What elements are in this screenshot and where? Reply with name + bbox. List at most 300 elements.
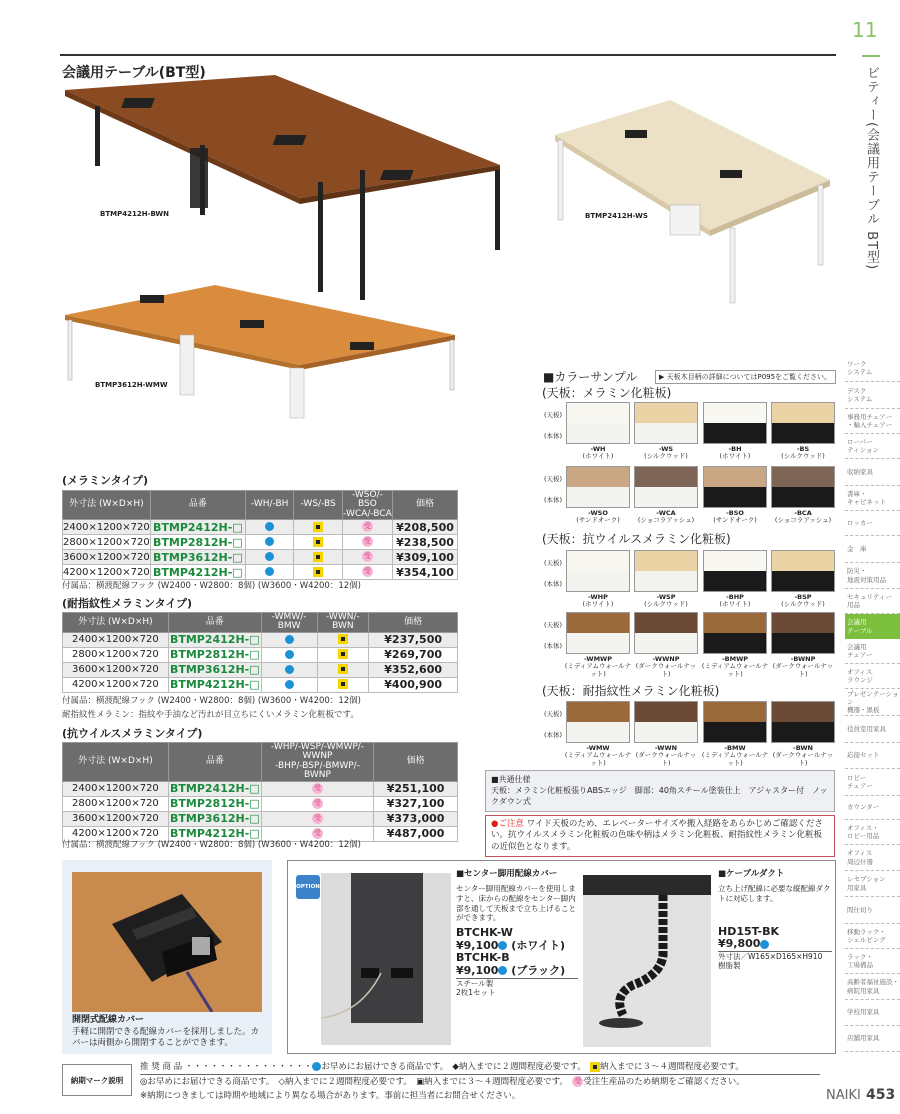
yellow-mark-icon bbox=[590, 1062, 600, 1072]
swatch-code: -WH bbox=[590, 445, 606, 453]
color-swatch[interactable] bbox=[634, 402, 698, 444]
sidebar-item[interactable]: ワーク システム bbox=[845, 355, 900, 382]
color-swatch[interactable] bbox=[634, 550, 698, 592]
column-header: 品番 bbox=[150, 491, 245, 520]
swatch-top bbox=[635, 551, 697, 571]
color-sample-title: ■カラーサンプル bbox=[543, 370, 638, 384]
sidebar-item[interactable]: 高齢者福祉施設・ 病院用家具 bbox=[845, 974, 900, 1000]
color-note-box: ▶ 天板木目柄の詳細についてはP095をご覧ください。 bbox=[655, 370, 836, 384]
swatch-body bbox=[704, 571, 766, 591]
blue-mark-icon bbox=[265, 552, 274, 561]
table-row bbox=[63, 811, 458, 826]
swatch-top bbox=[567, 467, 629, 487]
color-swatch[interactable] bbox=[703, 466, 767, 508]
swatch-name: (シルクウッド) bbox=[781, 600, 825, 609]
table-cell bbox=[261, 647, 317, 662]
table-cell: 2400×1200×720 bbox=[63, 521, 150, 533]
chapter-number: 11 bbox=[852, 18, 878, 42]
color-swatch[interactable] bbox=[566, 612, 630, 654]
pink-mark-icon: 受 bbox=[314, 798, 321, 807]
table-cell: BTMP2812H-□ bbox=[169, 797, 260, 811]
table-row bbox=[63, 632, 458, 647]
swatch-code: -WWN bbox=[654, 744, 678, 752]
pink-mark-icon: 受 bbox=[363, 522, 371, 531]
blue-mark-icon bbox=[498, 966, 507, 975]
option-box bbox=[287, 860, 836, 1054]
table-note: 付属品：横渡配線フック (W2400・W2800：8個) (W3600・W4200：12個) bbox=[62, 840, 361, 850]
swatch-body bbox=[635, 423, 697, 443]
color-swatch[interactable] bbox=[703, 701, 767, 743]
spec-text: 天板：メラミン化粧板張りABSエッジ 脚部：40角スチール塗装仕上 アジャスター付 ノックダウン式 bbox=[491, 786, 828, 807]
swatch-code: -BSO bbox=[726, 509, 744, 517]
legend-item: お早めにお届けできる商品です。 bbox=[321, 1062, 444, 1072]
yellow-mark-icon bbox=[313, 522, 323, 532]
table-header-row bbox=[63, 743, 458, 782]
legend-label: 納期マーク説明 bbox=[62, 1064, 132, 1096]
table-title-melamine: (メラミンタイプ) bbox=[62, 474, 149, 487]
column-header: 外寸法 (W×D×H) bbox=[63, 491, 151, 520]
swatch-top bbox=[567, 613, 629, 633]
table-row bbox=[63, 647, 458, 662]
swatch-name: (シルクウッド) bbox=[781, 452, 825, 461]
table-cell: 2800×1200×720 bbox=[63, 796, 169, 811]
photo-label-lower: BTMP3612H-WMW bbox=[95, 381, 168, 389]
swatch-code: -WHP bbox=[588, 593, 608, 601]
swatch-body bbox=[567, 487, 629, 507]
swatch-body bbox=[704, 633, 766, 653]
color-swatch[interactable] bbox=[771, 612, 835, 654]
swatch-label bbox=[564, 594, 632, 609]
sidebar-item[interactable]: オフィス・ ロビー用品 bbox=[845, 820, 900, 845]
legend-item: ◇納入までに２週間程度必要です。 bbox=[278, 1077, 408, 1087]
pink-mark-icon: 受 bbox=[314, 813, 321, 822]
table-cell bbox=[317, 647, 369, 662]
swatch-label bbox=[701, 510, 769, 525]
table-cell: BTMP2412H-□ bbox=[169, 633, 260, 647]
table-cell: BTMP4212H-□ bbox=[169, 827, 260, 841]
swatch-top bbox=[704, 551, 766, 571]
swatch-label bbox=[701, 745, 769, 767]
table-row bbox=[63, 677, 458, 692]
sidebar-item[interactable]: セキュリティー 用品 bbox=[845, 589, 900, 614]
table-cell bbox=[294, 535, 342, 550]
header-rule bbox=[60, 54, 836, 56]
color-swatch[interactable] bbox=[703, 612, 767, 654]
table-note: 耐指紋性メラミン：指紋や手油など汚れが目立ちにくいメラミン化粧板です。 bbox=[62, 710, 359, 720]
color-swatch[interactable] bbox=[634, 701, 698, 743]
color-note: 天板木目柄の詳細についてはP095をご覧ください。 bbox=[666, 373, 832, 381]
swatch-name: (ダークウォールナット) bbox=[772, 662, 834, 678]
table-row bbox=[63, 826, 458, 841]
feature-box bbox=[62, 860, 272, 1054]
cover-code-white: BTCHK-W bbox=[456, 926, 513, 939]
table-cell bbox=[294, 550, 342, 565]
duct-desc: 立ち上げ配線に必要な縦配線ダクトに対応します。 bbox=[718, 884, 831, 903]
chapter-rule bbox=[862, 55, 880, 57]
top-label: (天板) bbox=[544, 621, 563, 629]
column-header: 価格 bbox=[369, 613, 458, 633]
swatch-name: (ホワイト) bbox=[582, 452, 614, 461]
yellow-mark-icon bbox=[338, 679, 348, 689]
swatch-body bbox=[772, 633, 834, 653]
table-cell: BTMP2812H-□ bbox=[150, 535, 245, 550]
blue-mark-icon bbox=[265, 537, 274, 546]
sidebar-item[interactable]: オフィス ラウンジ bbox=[845, 664, 900, 689]
yellow-mark-icon bbox=[338, 634, 348, 644]
legend-item: ▣納入までに３～４週間程度必要です。 bbox=[416, 1077, 564, 1087]
body-label: (本体) bbox=[544, 642, 563, 650]
swatch-top bbox=[772, 702, 834, 722]
table-cell: 2400×1200×720 bbox=[63, 632, 169, 647]
option-badge: OPTION bbox=[296, 875, 320, 899]
column-header: -WHP/-WSP/-WMWP/-WWNP -BHP/-BSP/-BMWP/-BWNP bbox=[261, 743, 373, 782]
swatch-top bbox=[772, 403, 834, 423]
top-label: (天板) bbox=[544, 475, 563, 483]
table-row bbox=[63, 781, 458, 796]
swatch-body bbox=[635, 487, 697, 507]
column-header: 価格 bbox=[374, 743, 458, 782]
swatch-code: -WWNP bbox=[652, 655, 680, 663]
swatch-label bbox=[701, 594, 769, 609]
swatch-top bbox=[567, 403, 629, 423]
sidebar-item[interactable]: 金 庫 bbox=[845, 536, 900, 563]
table-cell: 2800×1200×720 bbox=[63, 647, 169, 662]
color-swatch[interactable] bbox=[566, 402, 630, 444]
body-label: (本体) bbox=[544, 731, 563, 739]
top-label: (天板) bbox=[544, 411, 563, 419]
table-cell: 3600×1200×720 bbox=[63, 551, 150, 563]
table-cell: 3600×1200×720 bbox=[63, 811, 169, 826]
color-swatch[interactable] bbox=[703, 550, 767, 592]
table-cell: ¥487,000 bbox=[374, 826, 458, 841]
table-cell: BTMP3612H-□ bbox=[150, 550, 245, 565]
color-swatch[interactable] bbox=[771, 701, 835, 743]
duct-column bbox=[718, 869, 832, 971]
table-cell: ¥237,500 bbox=[369, 632, 458, 647]
table-row bbox=[63, 535, 458, 550]
swatch-name: (ダークウォールナット) bbox=[772, 751, 834, 767]
swatch-body bbox=[704, 423, 766, 443]
swatch-label bbox=[769, 510, 837, 525]
swatch-code: -BHP bbox=[726, 593, 744, 601]
price-table-antiviral bbox=[62, 742, 458, 842]
column-header: 外寸法 (W×D×H) bbox=[63, 743, 169, 782]
blue-mark-icon bbox=[285, 650, 294, 659]
swatch-name: (サンドオーク) bbox=[713, 516, 757, 525]
table-cell: ¥238,500 bbox=[393, 535, 458, 550]
column-header: -WMW/-BMW bbox=[261, 613, 317, 633]
table-cell: ¥327,100 bbox=[374, 796, 458, 811]
table-cell: 3600×1200×720 bbox=[63, 662, 169, 677]
sidebar-item[interactable]: オフィス 周辺什器 bbox=[845, 845, 900, 871]
sidebar-item[interactable]: 学校用家具 bbox=[845, 1000, 900, 1026]
sidebar-item[interactable]: ローパー ティション bbox=[845, 434, 900, 459]
swatch-label bbox=[564, 510, 632, 525]
swatch-name: (シルクウッド) bbox=[644, 452, 688, 461]
color-swatch[interactable] bbox=[771, 466, 835, 508]
sidebar-item[interactable]: デスク システム bbox=[845, 382, 900, 409]
swatch-label bbox=[769, 446, 837, 461]
wire-cover-photo bbox=[72, 872, 262, 1012]
page-title: 会議用テーブル(BT型) bbox=[62, 65, 206, 81]
brand: NAIKI bbox=[826, 1088, 861, 1103]
swatch-body bbox=[704, 487, 766, 507]
table-row bbox=[63, 550, 458, 565]
table-cell bbox=[261, 677, 317, 692]
sidebar-item[interactable]: 移動ラック・ シェルビング bbox=[845, 924, 900, 949]
cover-title: ■センター脚用配線カバー bbox=[456, 869, 558, 879]
spec-title: ■共通仕様 bbox=[491, 775, 531, 784]
swatch-code: -BWNP bbox=[790, 655, 816, 663]
swatch-label bbox=[769, 594, 837, 609]
sidebar-item[interactable]: レセプション 用家具 bbox=[845, 871, 900, 897]
body-label: (本体) bbox=[544, 432, 563, 440]
top-label: (天板) bbox=[544, 710, 563, 718]
cable-duct-photo bbox=[583, 875, 711, 1047]
yellow-mark-icon bbox=[338, 649, 348, 659]
color-group-subtitle: (天板：耐指紋性メラミン化粧板) bbox=[542, 684, 720, 698]
swatch-name: (ダークウォールナット) bbox=[635, 751, 697, 767]
swatch-label bbox=[701, 446, 769, 461]
table-cell: BTMP4212H-□ bbox=[150, 565, 245, 580]
swatch-name: (ホワイト) bbox=[719, 452, 751, 461]
legend-item: ◎お早めにお届けできる商品です。 bbox=[140, 1077, 270, 1087]
table-cell bbox=[245, 535, 294, 550]
table-cell: ¥208,500 bbox=[393, 520, 458, 535]
blue-mark-icon bbox=[265, 522, 274, 531]
color-swatch[interactable] bbox=[771, 402, 835, 444]
color-swatch[interactable] bbox=[566, 701, 630, 743]
top-label: (天板) bbox=[544, 559, 563, 567]
swatch-code: -WMW bbox=[586, 744, 610, 752]
swatch-body bbox=[567, 423, 629, 443]
swatch-name: (サンドオーク) bbox=[576, 516, 620, 525]
caution-text: ワイド天板のため、エレベーターサイズや搬入経路をあらかじめご確認ください。抗ウイルスメラミン化粧板の色味や柄はメラミン化粧板、耐指紋性メラミン化粧板の近似色となります。 bbox=[491, 818, 823, 852]
swatch-code: -BSP bbox=[794, 593, 812, 601]
color-swatch[interactable] bbox=[566, 550, 630, 592]
table-cell bbox=[261, 632, 317, 647]
legend-footnote: ※納期につきましては時期や地域により異なる場合があります。事前に担当者にお問合せください。 bbox=[140, 1091, 521, 1101]
swatch-code: -BWN bbox=[793, 744, 813, 752]
table-cell bbox=[317, 677, 369, 692]
sidebar-item[interactable]: 防災・ 地震対策用品 bbox=[845, 563, 900, 589]
column-header: 品番 bbox=[168, 613, 261, 633]
legend-item: 納入までに３～４週間程度必要です。 bbox=[600, 1062, 744, 1072]
color-swatch[interactable] bbox=[634, 466, 698, 508]
swatch-name: (ミディアムウォールナット) bbox=[701, 662, 769, 678]
feature-title: 開閉式配線カバー bbox=[72, 1015, 145, 1025]
swatch-code: -BCA bbox=[794, 509, 812, 517]
sidebar-item[interactable]: 間仕切り bbox=[845, 897, 900, 924]
swatch-top bbox=[772, 467, 834, 487]
swatch-top bbox=[704, 702, 766, 722]
color-swatch[interactable] bbox=[703, 402, 767, 444]
swatch-label bbox=[769, 656, 837, 678]
table-cell bbox=[261, 796, 373, 811]
table-cell: BTMP3612H-□ bbox=[169, 663, 260, 677]
color-swatch[interactable] bbox=[566, 466, 630, 508]
swatch-body bbox=[567, 722, 629, 742]
table-photo-main bbox=[60, 70, 510, 430]
common-spec-box bbox=[485, 770, 835, 812]
swatch-body bbox=[635, 722, 697, 742]
sidebar-item[interactable]: ロビー チェアー bbox=[845, 769, 900, 796]
swatch-top bbox=[772, 613, 834, 633]
cover-color-black: (ブラック) bbox=[511, 963, 566, 977]
table-cell: ¥400,900 bbox=[369, 677, 458, 692]
price-table-melamine bbox=[62, 490, 458, 580]
body-label: (本体) bbox=[544, 580, 563, 588]
swatch-label bbox=[564, 656, 632, 678]
column-header: 価格 bbox=[393, 491, 458, 520]
sidebar-item[interactable]: 店舗用家具 bbox=[845, 1026, 900, 1052]
swatch-top bbox=[704, 467, 766, 487]
swatch-label bbox=[632, 594, 700, 609]
sidebar-item[interactable]: ロッカー bbox=[845, 511, 900, 536]
blue-mark-icon bbox=[285, 665, 294, 674]
cover-spec-2: 2枚1セット bbox=[456, 987, 496, 997]
column-header: -WH/-BH bbox=[245, 491, 294, 520]
table-cell: 4200×1200×720 bbox=[63, 566, 150, 578]
sidebar-item[interactable]: 事務用チェアー ・輸入チェアー bbox=[845, 409, 900, 434]
color-swatch[interactable] bbox=[634, 612, 698, 654]
pink-mark-icon: 受 bbox=[574, 1077, 582, 1085]
column-header: 外寸法 (W×D×H) bbox=[63, 613, 169, 633]
table-cell bbox=[294, 565, 342, 580]
table-row bbox=[63, 796, 458, 811]
table-cell: ¥354,100 bbox=[393, 565, 458, 580]
table-cell: ¥251,100 bbox=[374, 781, 458, 796]
feature-text: 手軽に開閉できる配線カバーを採用しました。カバーは両側から開閉することができます。 bbox=[72, 1027, 260, 1049]
photo-label-main: BTMP4212H-BWN bbox=[100, 210, 169, 218]
swatch-body bbox=[772, 423, 834, 443]
sidebar-item[interactable]: 応接セット bbox=[845, 743, 900, 769]
spec-caution-area bbox=[485, 770, 835, 857]
legend-recommended: 推 奨 商 品 ・・・・・・・・・・・・・・・ bbox=[140, 1062, 313, 1072]
table-cell: 2800×1200×720 bbox=[63, 536, 150, 548]
table-cell bbox=[294, 520, 342, 535]
swatch-body bbox=[772, 571, 834, 591]
swatch-code: -WSO bbox=[588, 509, 608, 517]
yellow-mark-icon bbox=[313, 537, 323, 547]
sidebar-item[interactable]: カウンター bbox=[845, 796, 900, 820]
table-cell bbox=[245, 520, 294, 535]
swatch-code: -WCA bbox=[656, 509, 676, 517]
swatch-body bbox=[567, 571, 629, 591]
table-row bbox=[63, 662, 458, 677]
swatch-label bbox=[632, 656, 700, 678]
vertical-section-title: ビティー(会議用テーブル BT型) bbox=[864, 66, 879, 271]
swatch-label bbox=[564, 446, 632, 461]
swatch-name: (シルクウッド) bbox=[644, 600, 688, 609]
swatch-body bbox=[704, 722, 766, 742]
swatch-code: -BH bbox=[728, 445, 742, 453]
swatch-body bbox=[772, 487, 834, 507]
color-swatch[interactable] bbox=[771, 550, 835, 592]
swatch-name: (ホワイト) bbox=[719, 600, 751, 609]
column-header: -WWN/-BWN bbox=[317, 613, 369, 633]
table-cell: ¥373,000 bbox=[374, 811, 458, 826]
table-cell bbox=[261, 781, 373, 796]
yellow-mark-icon bbox=[338, 664, 348, 674]
sidebar-item[interactable]: プレゼンテーション 機器・黒板 bbox=[847, 689, 899, 715]
table-header-row bbox=[63, 613, 458, 633]
column-header: -WS/-BS bbox=[294, 491, 342, 520]
blue-mark-icon bbox=[760, 940, 769, 949]
swatch-label bbox=[632, 745, 700, 767]
table-cell bbox=[317, 662, 369, 677]
swatch-label bbox=[701, 656, 769, 678]
table-note: 付属品：横渡配線フック (W2400・W2800：8個) (W3600・W4200：12個) bbox=[62, 696, 361, 706]
duct-code: HD15T-BK bbox=[718, 924, 780, 938]
swatch-code: -WSP bbox=[656, 593, 676, 601]
swatch-label bbox=[564, 745, 632, 767]
swatch-code: -BMWP bbox=[721, 655, 749, 663]
sidebar-item[interactable]: 会議用 チェアー bbox=[845, 639, 900, 664]
sidebar-item[interactable]: 会議用 テーブル bbox=[845, 614, 900, 639]
table-title-antiviral: (抗ウイルスメラミンタイプ) bbox=[62, 727, 203, 740]
swatch-top bbox=[772, 551, 834, 571]
cover-items bbox=[456, 927, 578, 997]
table-cell bbox=[342, 565, 392, 580]
table-cell bbox=[261, 811, 373, 826]
swatch-label bbox=[632, 446, 700, 461]
swatch-name: (ホワイト) bbox=[582, 600, 614, 609]
table-cell: ¥352,600 bbox=[369, 662, 458, 677]
swatch-name: (ミディアムウォールナット) bbox=[564, 751, 632, 767]
center-leg-cover-photo bbox=[321, 873, 451, 1045]
swatch-code: -WMWP bbox=[584, 655, 612, 663]
table-cell: BTMP2412H-□ bbox=[150, 520, 245, 535]
swatch-body bbox=[635, 571, 697, 591]
swatch-top bbox=[635, 467, 697, 487]
swatch-name: (ダークウォールナット) bbox=[635, 662, 697, 678]
sidebar-item[interactable]: 役員室用家具 bbox=[845, 716, 900, 743]
swatch-label bbox=[632, 510, 700, 525]
duct-title: ■ケーブルダクト bbox=[718, 869, 785, 879]
swatch-top bbox=[635, 702, 697, 722]
caution-box bbox=[485, 815, 835, 857]
sidebar-item[interactable]: 収納家具 bbox=[845, 459, 900, 486]
table-cell bbox=[342, 535, 392, 550]
table-row bbox=[63, 520, 458, 535]
table-cell: ¥269,700 bbox=[369, 647, 458, 662]
swatch-top bbox=[635, 403, 697, 423]
yellow-mark-icon bbox=[313, 567, 323, 577]
pink-mark-icon: 受 bbox=[363, 552, 371, 561]
swatch-name: (ミディアムウォールナット) bbox=[701, 751, 769, 767]
yellow-mark-icon bbox=[313, 552, 323, 562]
page-number: 453 bbox=[866, 1087, 896, 1103]
duct-spec-1: 外寸法／W165×D165×H910 bbox=[718, 951, 823, 961]
table-cell bbox=[342, 550, 392, 565]
swatch-top bbox=[704, 613, 766, 633]
photo-label-right: BTMP2412H-WS bbox=[585, 212, 648, 220]
swatch-top bbox=[635, 613, 697, 633]
table-cell bbox=[245, 550, 294, 565]
swatch-label bbox=[769, 745, 837, 767]
swatch-code: -BS bbox=[796, 445, 810, 453]
sidebar-item[interactable]: 書庫・ キャビネット bbox=[845, 486, 900, 511]
table-cell: BTMP2812H-□ bbox=[169, 648, 260, 662]
sidebar-item[interactable]: ラック・ 工場備品 bbox=[845, 949, 900, 974]
cover-spec-1: スチール製 bbox=[456, 978, 494, 988]
color-group-subtitle: (天板：メラミン化粧板) bbox=[542, 386, 672, 400]
table-row bbox=[63, 565, 458, 580]
swatch-body bbox=[567, 633, 629, 653]
table-cell: 4200×1200×720 bbox=[63, 826, 169, 841]
delivery-legend bbox=[140, 1060, 820, 1103]
